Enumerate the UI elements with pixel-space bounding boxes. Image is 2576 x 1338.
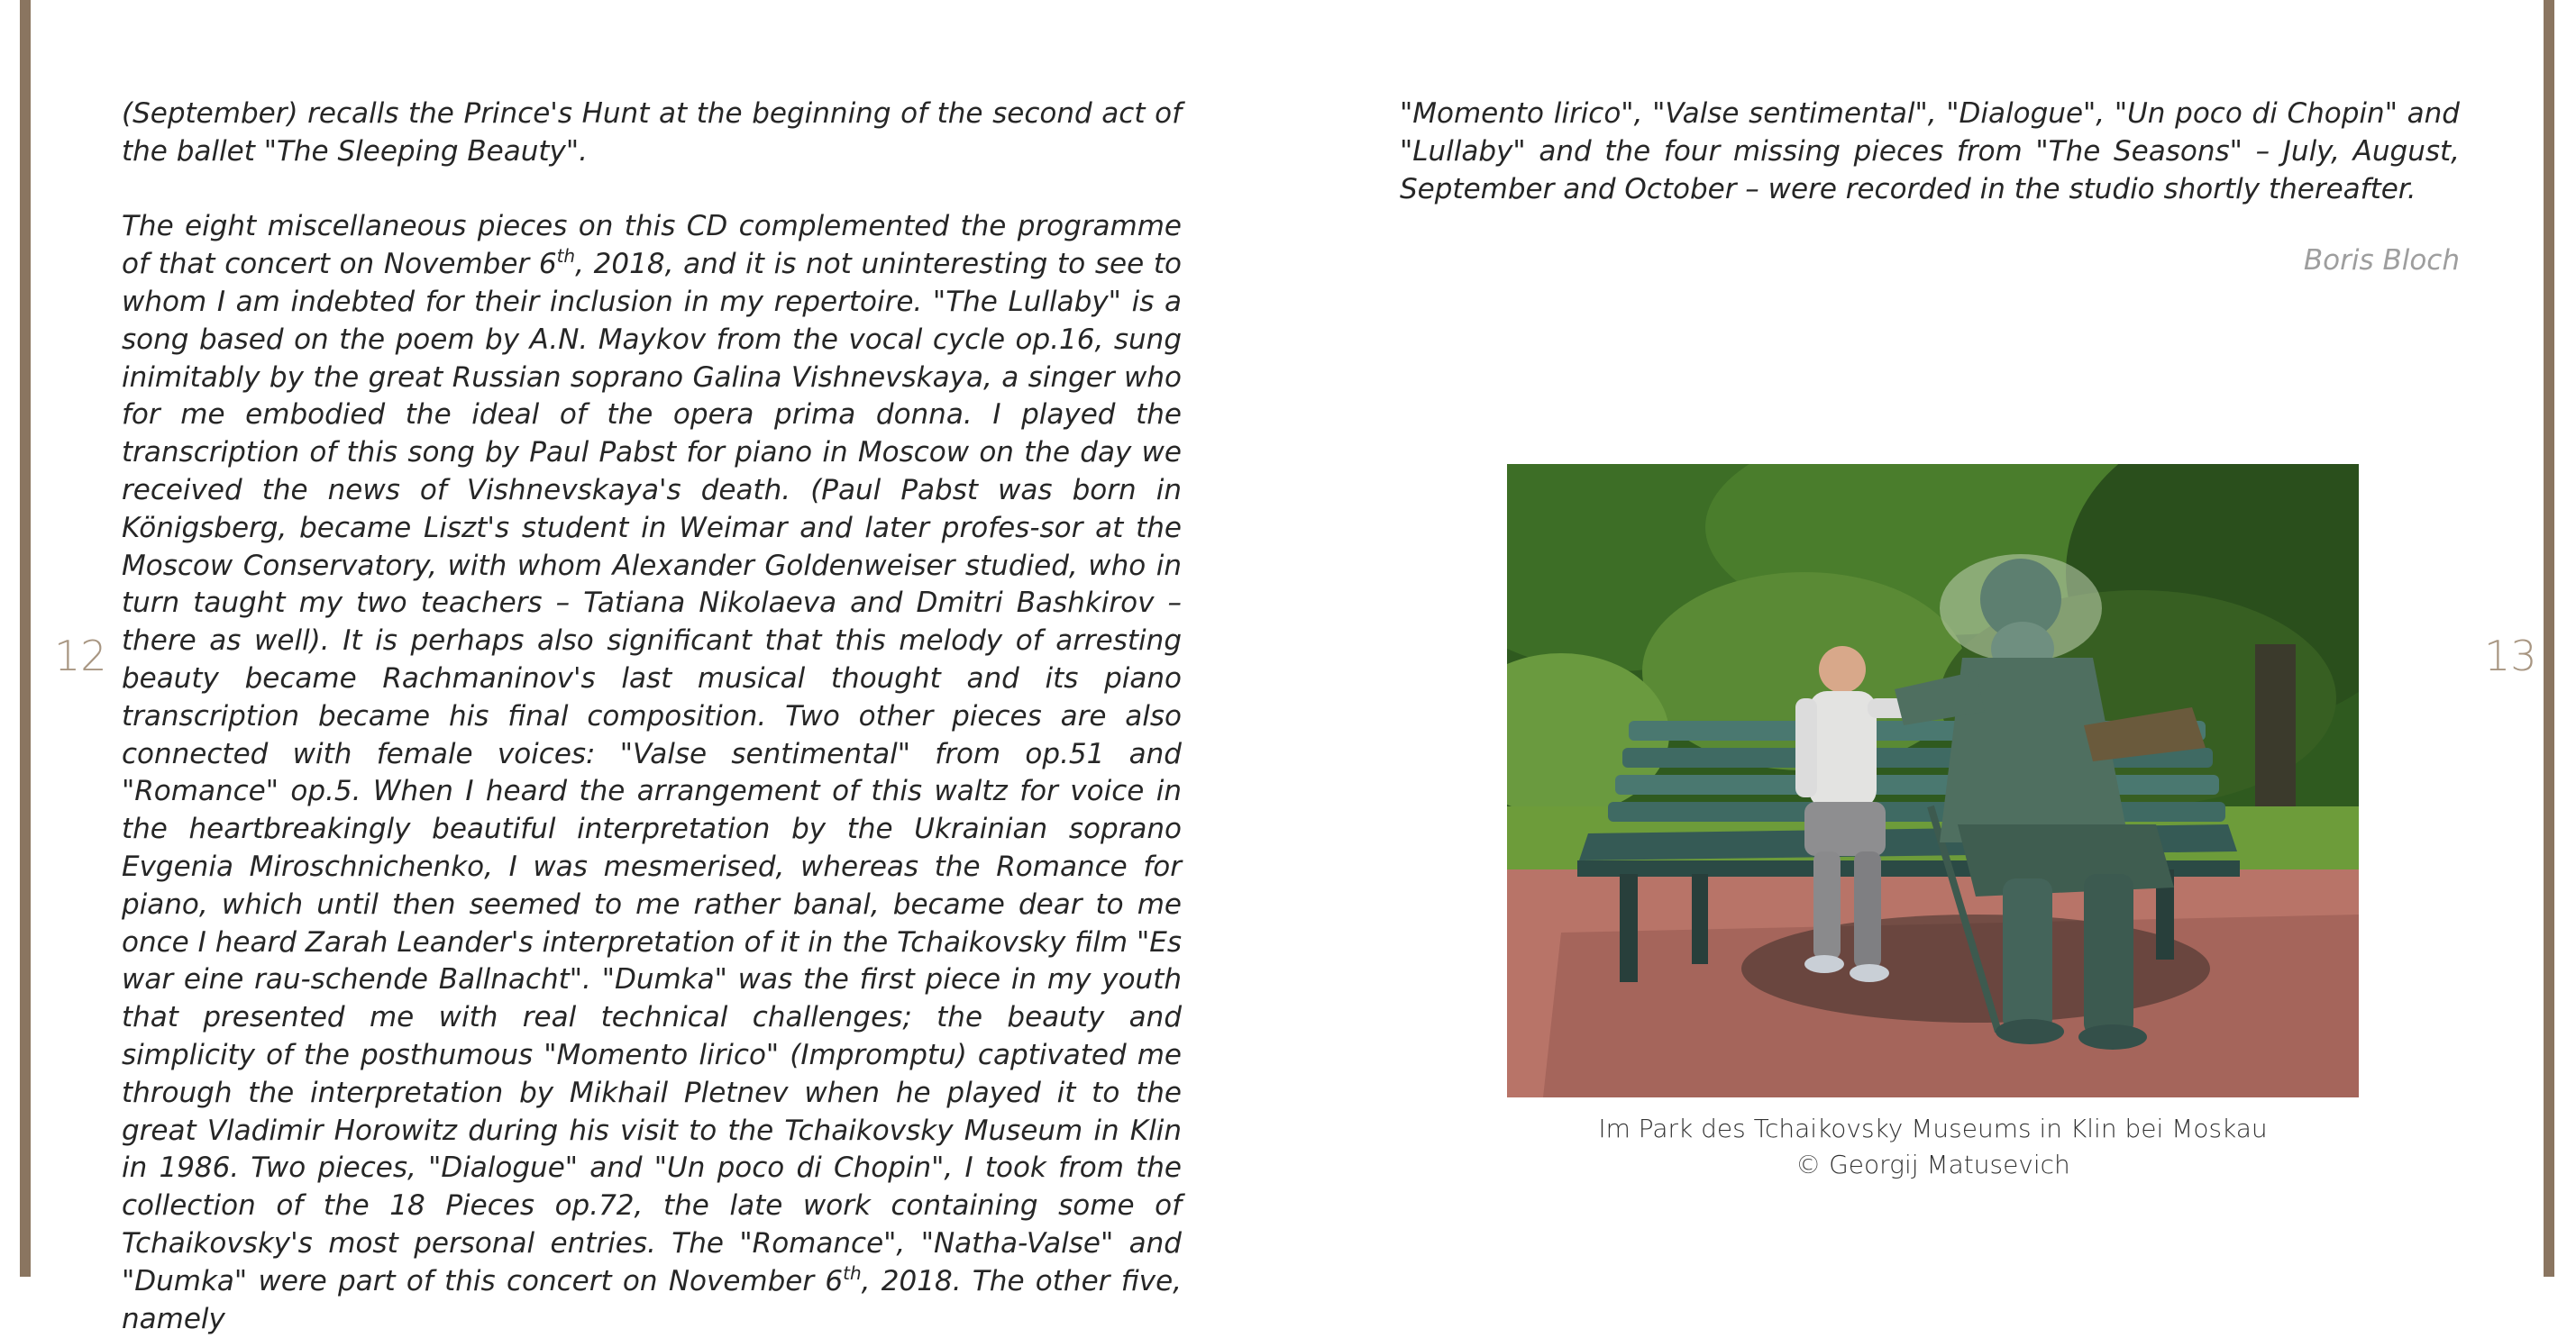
ordinal-suffix: th xyxy=(843,1261,862,1284)
left-paragraph-2-part-2: , 2018, and it is not uninteresting to see to whom I am indebted for their inclusion in my repertoire. "The Lullaby" is a song based on the poem by A.N. Maykov from the vocal cycle op.16, sung inimitably by the great Russian soprano Galina Vishnevskaya, a singer who for me embodied the ideal of the opera prima donna. I played the transcription of this song by Paul Pabst for piano in Moscow on the day we received the news of Vishnevskaya's death. (Paul Pabst was born in Königsberg, became Liszt's student in Weimar and later profes-sor at the Moscow Conservatory, with whom Alexander Goldenweiser studied, who in turn taught my two teachers – Tatiana Nikolaeva and Dmitri Bashkirov – there as well). It is perhaps also significant that this melody of arresting beauty became Rachmaninov's last musical thought and its piano transcription became his final composition. Two other pieces are also connected with female voices: "Valse sentimental" from op.51 and "Romance" op.5. When I heard the arrangement of this waltz for voice in the heartbreakingly beautiful interpretation by the Ukrainian soprano Evgenia Miroschnichenko, I was mesmerised, whereas the Romance for piano, which until then seemed to me rather banal, became dear to me once I heard Zarah Leander's interpretation of it in the Tchaikovsky film "Es war eine rau-schende Ballnacht". "Dumka" was the first piece in my youth that presented me with real technical challenges; the beauty and simplicity of the posthumous "Momento lirico" (Impromptu) captivated me through the interpretation by Mikhail Pletnev when he played it to the great Vladimir Horowitz during his visit to the Tchaikovsky Museum in Klin in 1986. Two pieces, "Dialogue" and "Un poco di Chopin", I took from the collection of the 18 Pieces op.72, the late work containing some of Tchaikovsky's most personal entries. The "Romance", "Natha-Valse" and "Dumka" were part of this concert on November 6 xyxy=(122,248,1182,1297)
page-number-right: 13 xyxy=(2484,632,2537,680)
page-number-left: 12 xyxy=(54,632,107,680)
right-edge-bar xyxy=(2544,0,2554,1277)
caption-line-1: Im Park des Tchaikovsky Museums in Klin bei Moskau xyxy=(1598,1114,2268,1143)
left-paragraph-1: (September) recalls the Prince's Hunt at the beginning of the second act of the ballet "The Sleeping Beauty". xyxy=(122,97,1182,168)
photo-caption xyxy=(1507,1111,2359,1183)
tchaikovsky-statue-photo xyxy=(1507,464,2359,1097)
left-text-column xyxy=(122,96,1182,1338)
left-paragraph-2-part-3: , 2018. The other five, namely xyxy=(122,1264,1182,1335)
caption-line-2: © Georgij Matusevich xyxy=(1795,1150,2070,1179)
right-text-column xyxy=(1400,96,2460,208)
left-paragraph-2 xyxy=(122,208,1182,1338)
photo-illustration xyxy=(1507,464,2359,1097)
left-edge-bar xyxy=(20,0,31,1277)
left-paragraph-2-part-1: The eight miscellaneous pieces on this CD complemented the programme of that concert on November 6 xyxy=(122,210,1182,281)
author-signature: Boris Bloch xyxy=(2303,244,2460,277)
ordinal-suffix: th xyxy=(556,245,576,268)
right-paragraph-1: "Momento lirico", "Valse sentimental", "Dialogue", "Un poco di Chopin" and "Lullaby" and the four missing pieces from "The Seasons" – July, August, September and October – were recorded in the studio shortly thereafter. xyxy=(1400,97,2460,205)
